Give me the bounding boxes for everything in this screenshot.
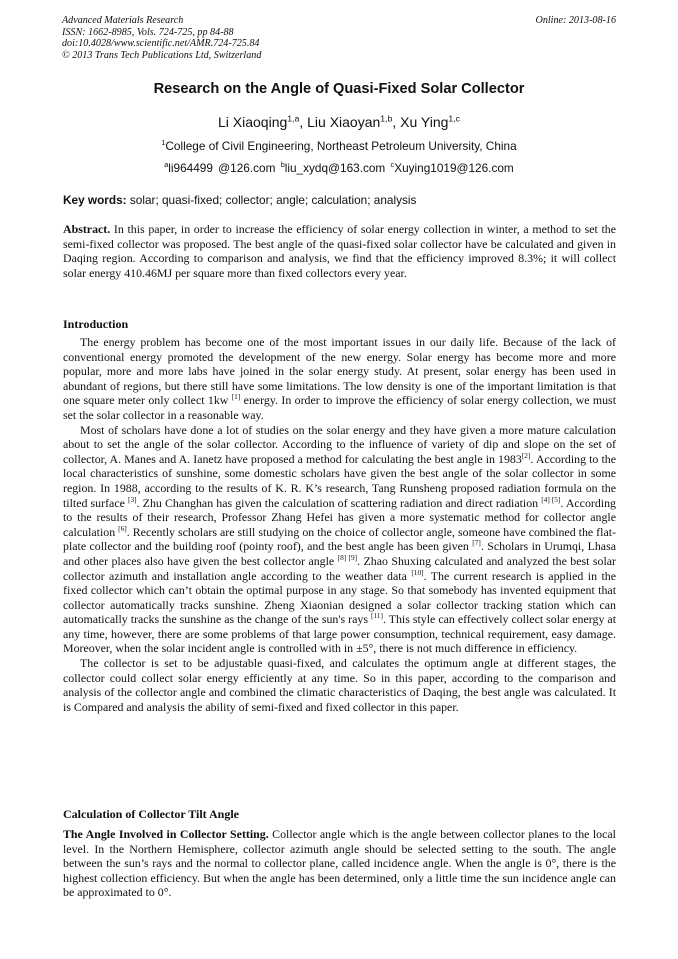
email-c[interactable]: Xuying1019@126.com	[394, 161, 514, 175]
paragraph	[63, 335, 616, 423]
copyright: © 2013 Trans Tech Publications Ltd, Switzerland	[62, 49, 262, 61]
abstract-label: Abstract.	[63, 222, 111, 236]
section-heading-introduction: Introduction	[63, 317, 129, 331]
affiliation	[0, 139, 678, 153]
text-run: . Zhao Shuxing calculated and analyzed the best solar collector azimuth and installation angle according to the weather data	[63, 553, 616, 583]
text-run: Most of scholars have done a lot of studies on the solar energy and they have given a more mature calculation about to set the angle of the solar collector. According to the influence of variety of dip and slope on the set of collector, A. Manes and A. Ianetz have proposed a method for calculating the best angle in 1983	[63, 422, 616, 466]
email-mark: c	[390, 160, 395, 170]
citation: [11]	[370, 611, 383, 621]
email-mark: b	[280, 160, 285, 170]
author-name: Xu Ying	[400, 114, 449, 130]
text-run: . Recently scholars are still studying on the choice of collector angle, someone have combined the flat-plate collector and the building roof (pointy roof), and the best angle has been given	[63, 524, 616, 554]
citation: [10]	[411, 567, 424, 577]
subsection-lead: The Angle Involved in Collector Setting.	[63, 827, 269, 841]
text-run: . According to the local characteristics of sunshine, some domestic scholars have given the best angle of the solar collector in some region. In 1988, according to the results of K. R. K’s research, Tang Runsheng proposed radiation formula on the tilted surface	[63, 451, 616, 510]
text-run: . Zhu Changhan has given the calculation of scattering radiation and direct radiation	[136, 495, 542, 510]
paper-title: Research on the Angle of Quasi-Fixed Solar Collector	[153, 81, 525, 97]
text-run: energy. In order to improve the efficiency of solar energy collection, we must set the solar collector in a reasonable way.	[63, 393, 616, 422]
keywords-text: solar; quasi-fixed; collector; angle; calculation; analysis	[129, 193, 417, 207]
journal-name: Advanced Materials Research	[62, 15, 184, 26]
citation: [4] [5]	[541, 494, 561, 504]
email-a[interactable]: li964499 @126.com	[168, 161, 276, 175]
keywords-label: Key words:	[63, 193, 127, 207]
introduction-body	[63, 335, 616, 714]
paragraph	[63, 423, 616, 657]
paragraph	[63, 827, 616, 900]
issn: ISSN: 1662-8985, Vols. 724-725, pp 84-88	[62, 26, 234, 38]
citation: [8] [9]	[337, 552, 358, 562]
journal-meta	[62, 15, 261, 61]
text-run: Collector angle which is the angle between collector planes to the local level. In the Northern Hemisphere, collector azimuth angle should be selected setting to the south. The angle between the sun’s rays and the normal to collector plane, called incidence angle. When the angle is 0°, there is the highest collection efficiency. But when the angle has been determined, only a little time the sun incidence angle can be approximated to 0°.	[63, 827, 616, 900]
citation: [3]	[128, 494, 137, 504]
author-affil-mark: 1,c	[448, 113, 460, 124]
keywords	[63, 193, 616, 207]
author-name: Li Xiaoqing	[218, 114, 288, 130]
abstract	[63, 222, 616, 280]
doi: doi:10.4028/www.scientific.net/AMR.724-725.84	[62, 38, 260, 50]
affiliation-text: College of Civil Engineering, Northeast Petroleum University, China	[165, 139, 517, 153]
author-affil-mark: 1,b	[380, 113, 393, 124]
email-mark: a	[164, 160, 169, 170]
email-list	[0, 161, 678, 175]
author-name: Liu Xiaoyan	[307, 114, 381, 130]
affiliation-mark: 1	[161, 138, 166, 148]
citation: [7]	[472, 538, 481, 548]
calculation-body	[63, 827, 616, 900]
author-list: Li Xiaoqing$^{1,a}$, Liu Xiaoyan$^{1,b}$, Xu Ying$^{1,c}$	[218, 113, 460, 130]
author-affil-mark: 1,a	[287, 113, 300, 124]
section-heading-calculation: Calculation of Collector Tilt Angle	[63, 807, 239, 821]
abstract-text: In this paper, in order to increase the efficiency of solar energy collection in winter, a method to set the semi-fixed collector was proposed. The best angle of the quasi-fixed solar collector have be calculated and given in Daqing region. According to comparison and analysis, we find that the efficiency improved 8.3%; it will collect solar energy 410.46MJ per square more than fixed collectors every year.	[63, 222, 616, 280]
text-run: . The current research is applied in the fixed collector which can’t obtain the optimal purpose in any stage. So that somebody has invented equipment that collector automatically tracks sunshine. Zheng Xiaonian designed a solar collector tracking station which can automatically tracks the sunshine as the change of the sun's rays	[63, 568, 616, 627]
citation: [1]	[231, 392, 241, 402]
citation: [6]	[118, 523, 127, 533]
text-run: . Scholars in Urumqi, Lhasa and other places also have given the best collector angle	[63, 539, 616, 568]
online-date: Online: 2013-08-16	[535, 15, 616, 26]
paragraph: The collector is set to be adjustable quasi-fixed, and calculates the optimum angle at different stages, the collector could collect solar energy efficiently at any time. So in this paper, according to the comparison and analysis of the collector angle and combined the climatic characteristics of Daqing, the best angle was calculated. It is Compared and analysis the ability of semi-fixed and fixed collector in this paper.	[63, 656, 616, 714]
citation: [2]	[521, 450, 531, 460]
text-run: . This style can effectively collect solar energy at any time, however, there are some problems of that large power consumption, technical requirement, easy damage. Moreover, when the solar incident angle is controlled with in ±5°, there is not much difference in efficiency.	[63, 612, 616, 656]
text-run: The energy problem has become one of the most important issues in our daily life. Because of the lack of conventional energy promoted the development of the new energy. Solar energy has become more and more popular, more and more labs have joined in the solar energy study. At present, solar energy has been used in abundant of regions, but there still have some limitations. The low density is one of the important limitation is that one square meter only collect 1kw	[63, 335, 616, 408]
text-run: . According to the results of their research, Professor Zhang Hefei has given a more systematic method for collector angle calculation	[63, 495, 617, 539]
email-b[interactable]: liu_xydq@163.com	[284, 161, 386, 175]
